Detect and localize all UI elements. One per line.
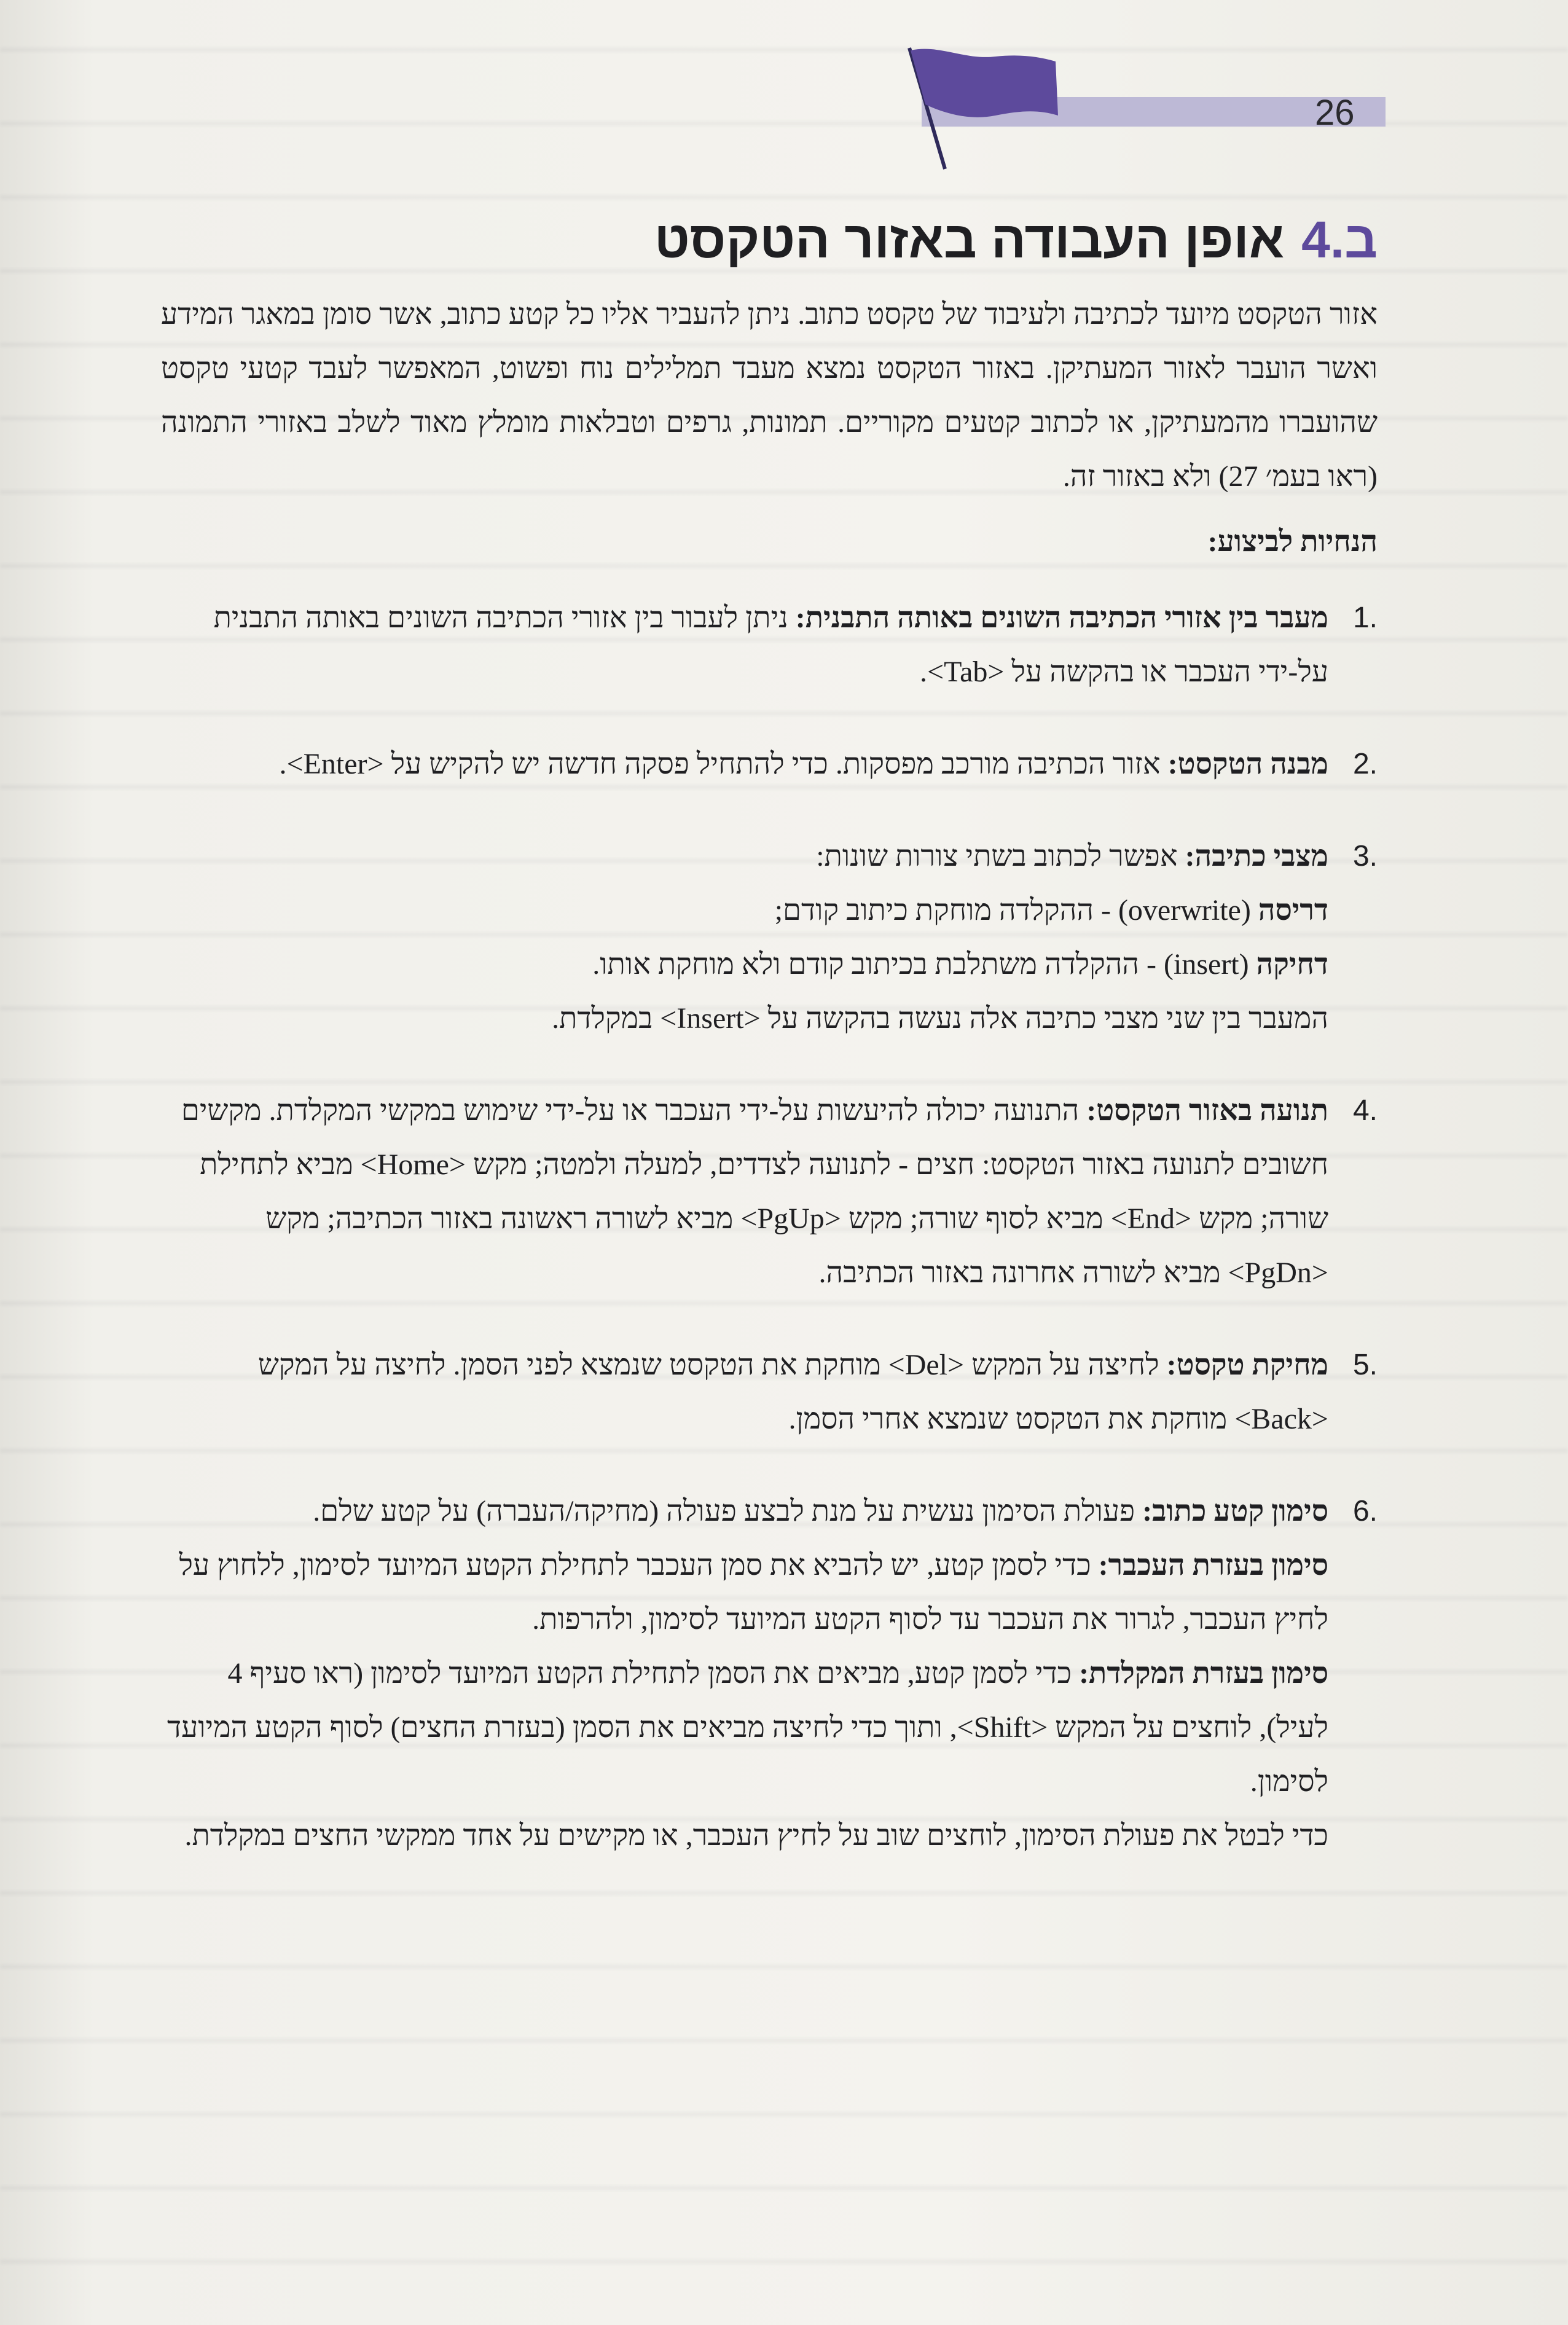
sub-line (161, 1647, 1328, 1809)
instructions-heading: הנחיות לביצוע: (1207, 525, 1378, 558)
item-text: לחיצה על המקש <Del> מוחקת את הטקסט שנמצא לפני הסמן. לחיצה על המקש <Back> מוחקת את הטקסט שנמצא אחרי הסמן. (257, 1349, 1328, 1435)
sub-line (161, 884, 1328, 938)
list-item (161, 1338, 1378, 1446)
item-lead: מצבי כתיבה: (1185, 840, 1328, 872)
item-text: אזור הכתיבה מורכב מפסקות. כדי להתחיל פסקה חדשה יש להקיש על <Enter>. (279, 748, 1168, 780)
list-item (161, 1484, 1378, 1863)
section-title (161, 203, 1378, 276)
item-number: .4 (1352, 1094, 1378, 1127)
sub-lead: סימון בעזרת העכבר: (1098, 1549, 1328, 1582)
main-content (161, 203, 1378, 1901)
sub-text: (insert) - ההקלדה משתלבת בכיתוב קודם ולא מוחקת אותו. (592, 948, 1256, 981)
sub-lead: דריסה (1258, 894, 1328, 927)
item-text: התנועה יכולה להיעשות על-ידי העכבר או על-ידי שימוש במקשי המקלדת. מקשים חשובים לתנועה באזור הטקסט: חצים - לתנועה לצדדים, למעלה ולמטה; מקש <Home> מביא לתחילת שורה; מקש <End> מביא לסוף שורה; מקש <PgUp> מביא לשורה ראשונה באזור הכתיבה; מקש <PgDn> מביא לשורה אחרונה באזור הכתיבה. (181, 1094, 1328, 1289)
intro-paragraph: אזור הטקסט מיועד לכתיבה ולעיבוד של טקסט כתוב. ניתן להעביר אליו כל קטע כתוב, אשר סומן במאגר המידע ואשר הועבר לאזור המעתיקן. באזור הטקסט נמצא מעבד תמלילים נוח ופשוט, המאפשר לעבד קטעי טקסט שהועברו מהמעתיקן, או לכתוב קטעים מקוריים. תמונות, גרפים וטבלאות מומלץ מאוד לשלב באזורי התמונה (ראו בעמ׳ 27) ולא באזור זה. (161, 298, 1378, 493)
sub-text: המעבר בין שני מצבי כתיבה אלה נעשה בהקשה על <Insert> במקלדת. (552, 1002, 1328, 1035)
section-title-text: אופן העבודה באזור הטקסט (654, 211, 1285, 269)
flag-icon (897, 43, 1063, 172)
sub-text: (overwrite) - ההקלדה מוחקת כיתוב קודם; (774, 894, 1258, 927)
item-text: פעולת הסימון נעשית על מנת לבצע פעולה (מחיקה/העברה) על קטע שלם. (313, 1495, 1143, 1527)
item-lead: מעבר בין אזורי הכתיבה השונים באותה התבנית: (795, 602, 1328, 634)
item-number: .1 (1352, 602, 1378, 634)
list-item (161, 591, 1378, 699)
item-lead: תנועה באזור הטקסט: (1086, 1094, 1328, 1127)
sub-line (161, 938, 1328, 992)
sub-text: כדי לסמן קטע, יש להביא את סמן העכבר לתחילת הקטע המיועד לסימון, ללחוץ על לחיץ העכבר, לגרור את העכבר עד לסוף הקטע המיועד לסימון, ולהרפות. (179, 1549, 1328, 1636)
item-lead: מחיקת טקסט: (1166, 1349, 1328, 1381)
item-number: .3 (1352, 840, 1378, 872)
item-number: .2 (1352, 748, 1378, 780)
item-text: ניתן לעבור בין אזורי הכתיבה השונים באותה התבנית על-ידי העכבר או בהקשה על <Tab>. (213, 602, 1328, 688)
sub-lead: סימון בעזרת המקלדת: (1079, 1657, 1328, 1690)
item-number: .6 (1352, 1495, 1378, 1527)
list-item (161, 1084, 1378, 1300)
item-lead: מבנה הטקסט: (1167, 748, 1328, 780)
item-number: .5 (1352, 1349, 1378, 1381)
item-lead: סימון קטע כתוב: (1142, 1495, 1328, 1527)
sub-text: כדי לסמן קטע, מביאים את הסמן לתחילת הקטע המיועד לסימון (ראו סעיף 4 לעיל), לוחצים על המקש <Shift>, ותוך כדי לחיצה מביאים את הסמן (בעזרת החצים) לסוף הקטע המיועד לסימון. (167, 1657, 1328, 1798)
page-number: 26 (1315, 93, 1355, 133)
section-number: ב.4 (1301, 211, 1378, 269)
item-text: אפשר לכתוב בשתי צורות שונות: (816, 840, 1185, 872)
sub-line (161, 992, 1328, 1046)
sub-line (161, 1539, 1328, 1647)
list-item (161, 829, 1378, 1046)
sub-lead: דחיקה (1256, 948, 1328, 981)
list-item (161, 737, 1378, 791)
sub-text: כדי לבטל את פעולת הסימון, לוחצים שוב על לחיץ העכבר, או מקישים על אחד ממקשי החצים במקלדת. (184, 1819, 1328, 1852)
instructions-list (161, 591, 1378, 1863)
sub-line (161, 1809, 1328, 1863)
